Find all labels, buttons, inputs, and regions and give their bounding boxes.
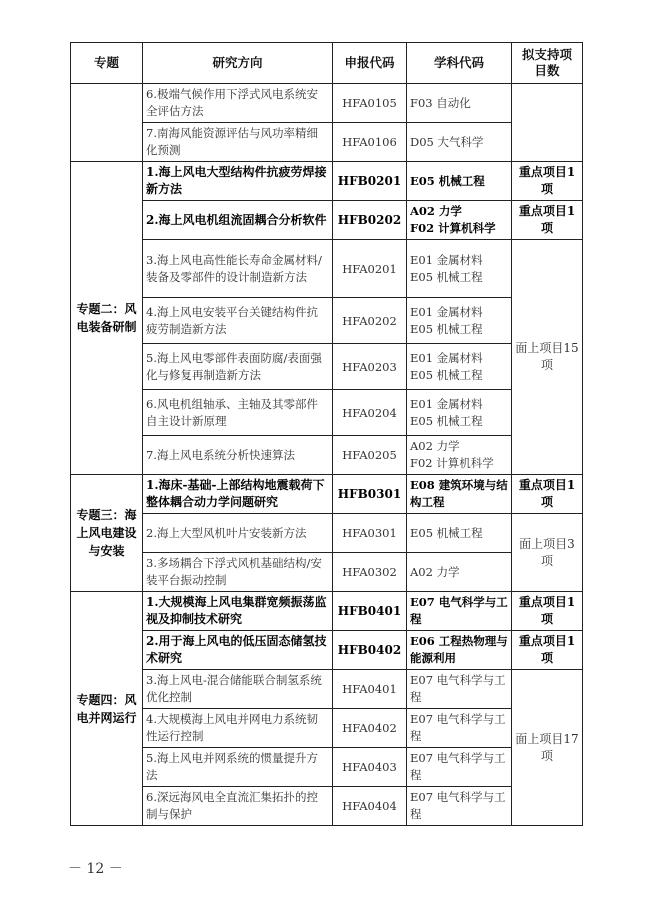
page-number: － 12 － <box>68 861 123 877</box>
table-row <box>71 436 583 475</box>
row-discipline: E01 金属材料 E05 机械工程 <box>407 344 512 390</box>
row-discipline: E05 机械工程 <box>407 162 512 201</box>
row-discipline: E07 电气科学与工程 <box>407 592 512 631</box>
row-code: HFA0202 <box>333 298 407 344</box>
table-row <box>71 631 583 670</box>
row-code: HFA0404 <box>333 787 407 826</box>
header-quota: 拟支持项目数 <box>512 43 583 84</box>
row-direction: 1.大规模海上风电集群宽频振荡监视及抑制技术研究 <box>143 592 333 631</box>
row-discipline: A02 力学 F02 计算机科学 <box>407 201 512 240</box>
row-direction: 2.海上大型风机叶片安装新方法 <box>143 514 333 553</box>
table-row <box>71 709 583 748</box>
row-code: HFA0203 <box>333 344 407 390</box>
quota-cell: 面上项目17 项 <box>512 670 583 826</box>
row-code: HFB0202 <box>333 201 407 240</box>
table-row <box>71 390 583 436</box>
quota-cell: 重点项目1 项 <box>512 631 583 670</box>
topic-cell-continued <box>71 84 143 162</box>
topic-cell: 专题四：风电并网运行 <box>71 592 143 826</box>
quota-cell: 重点项目1 项 <box>512 201 583 240</box>
table-row <box>71 201 583 240</box>
table-row <box>71 240 583 298</box>
table-row <box>71 553 583 592</box>
row-code: HFA0401 <box>333 670 407 709</box>
quota-cell: 面上项目15 项 <box>512 240 583 475</box>
row-code: HFA0105 <box>333 84 407 123</box>
row-discipline: E07 电气科学与工程 <box>407 787 512 826</box>
topic-cell: 专题二：风电装备研制 <box>71 162 143 475</box>
topic-cell: 专题三：海上风电建设与安装 <box>71 475 143 592</box>
quota-cell: 面上项目3 项 <box>512 514 583 592</box>
row-discipline: E07 电气科学与工程 <box>407 748 512 787</box>
row-direction: 3.海上风电高性能长寿命金属材料/装备及零部件的设计制造新方法 <box>143 240 333 298</box>
row-code: HFA0301 <box>333 514 407 553</box>
row-direction: 4.海上风电安装平台关键结构件抗疲劳制造新方法 <box>143 298 333 344</box>
row-direction: 1.海床-基础-上部结构地震载荷下整体耦合动力学问题研究 <box>143 475 333 514</box>
row-direction: 2.用于海上风电的低压固态储氢技术研究 <box>143 631 333 670</box>
row-code: HFB0402 <box>333 631 407 670</box>
table-row <box>71 592 583 631</box>
row-code: HFB0201 <box>333 162 407 201</box>
header-topic: 专题 <box>71 43 143 84</box>
quota-cell: 重点项目1 项 <box>512 592 583 631</box>
row-discipline: E01 金属材料 E05 机械工程 <box>407 240 512 298</box>
row-direction: 5.海上风电零部件表面防腐/表面强化与修复再制造新方法 <box>143 344 333 390</box>
row-discipline: F03 自动化 <box>407 84 512 123</box>
quota-cell-continued <box>512 84 583 162</box>
quota-cell: 重点项目1 项 <box>512 162 583 201</box>
row-direction: 1.海上风电大型结构件抗疲劳焊接新方法 <box>143 162 333 201</box>
header-discipline: 学科代码 <box>407 43 512 84</box>
row-direction: 6.深远海风电全直流汇集拓扑的控制与保护 <box>143 787 333 826</box>
table-row <box>71 298 583 344</box>
row-discipline: A02 力学 F02 计算机科学 <box>407 436 512 475</box>
row-discipline: E01 金属材料 E05 机械工程 <box>407 390 512 436</box>
row-discipline: E01 金属材料 E05 机械工程 <box>407 298 512 344</box>
row-code: HFA0106 <box>333 123 407 162</box>
row-direction: 7.南海风能资源评估与风功率精细化预测 <box>143 123 333 162</box>
table-row <box>71 84 583 123</box>
header-direction: 研究方向 <box>143 43 333 84</box>
quota-cell: 重点项目1 项 <box>512 475 583 514</box>
row-direction: 2.海上风电机组流固耦合分析软件 <box>143 201 333 240</box>
row-code: HFA0201 <box>333 240 407 298</box>
row-direction: 3.海上风电-混合储能联合制氢系统优化控制 <box>143 670 333 709</box>
row-discipline: A02 力学 <box>407 553 512 592</box>
row-code: HFB0401 <box>333 592 407 631</box>
row-direction: 7.海上风电系统分析快速算法 <box>143 436 333 475</box>
table-row <box>71 514 583 553</box>
table-row <box>71 123 583 162</box>
table-row <box>71 162 583 201</box>
research-topics-table <box>70 42 583 826</box>
row-discipline: D05 大气科学 <box>407 123 512 162</box>
table-row <box>71 748 583 787</box>
row-discipline: E06 工程热物理与能源利用 <box>407 631 512 670</box>
row-discipline: E05 机械工程 <box>407 514 512 553</box>
row-discipline: E07 电气科学与工程 <box>407 670 512 709</box>
row-discipline: E08 建筑环境与结构工程 <box>407 475 512 514</box>
table-row <box>71 670 583 709</box>
row-code: HFA0302 <box>333 553 407 592</box>
row-direction: 5.海上风电并网系统的惯量提升方法 <box>143 748 333 787</box>
row-code: HFA0205 <box>333 436 407 475</box>
header-code: 申报代码 <box>333 43 407 84</box>
row-code: HFA0403 <box>333 748 407 787</box>
row-direction: 3.多场耦合下浮式风机基础结构/安装平台振动控制 <box>143 553 333 592</box>
table-header-row <box>71 43 583 84</box>
row-code: HFA0204 <box>333 390 407 436</box>
row-direction: 4.大规模海上风电并网电力系统韧性运行控制 <box>143 709 333 748</box>
row-code: HFB0301 <box>333 475 407 514</box>
row-direction: 6.极端气候作用下浮式风电系统安全评估方法 <box>143 84 333 123</box>
table-row <box>71 787 583 826</box>
table-row <box>71 475 583 514</box>
table-row <box>71 344 583 390</box>
row-code: HFA0402 <box>333 709 407 748</box>
row-direction: 6.风电机组轴承、主轴及其零部件自主设计新原理 <box>143 390 333 436</box>
row-discipline: E07 电气科学与工程 <box>407 709 512 748</box>
